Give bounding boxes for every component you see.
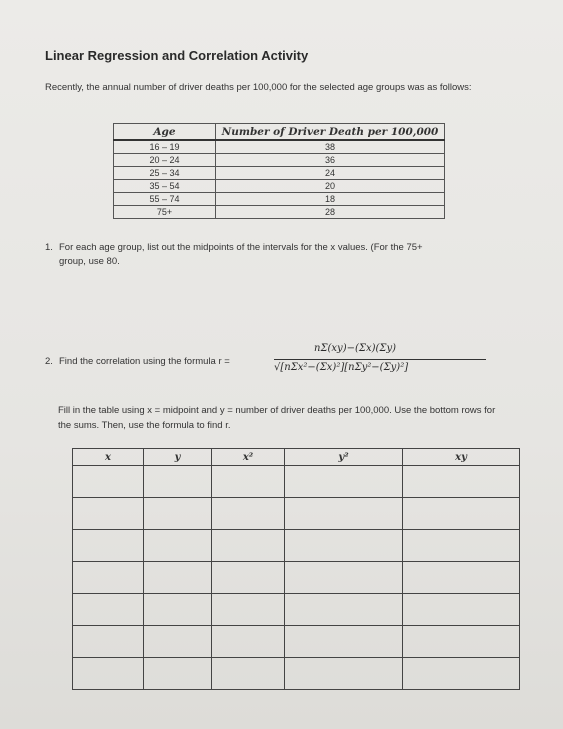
blank-answer-cell <box>73 626 144 658</box>
intro-text: Recently, the annual number of driver deaths per 100,000 for the selected age groups was as follows: <box>45 82 472 93</box>
blank-answer-cell <box>285 562 403 594</box>
blank-answer-cell <box>403 466 520 498</box>
question-2 <box>45 356 230 367</box>
table-row <box>114 140 445 154</box>
blank-answer-cell <box>403 658 520 690</box>
y-column-header: y <box>144 449 212 466</box>
blank-answer-cell <box>212 562 285 594</box>
table-row <box>114 206 445 219</box>
blank-answer-cell <box>73 498 144 530</box>
table-row <box>73 466 520 498</box>
table-header-row <box>73 449 520 466</box>
age-cell: 16 – 19 <box>114 140 216 154</box>
table-row <box>73 594 520 626</box>
table-row <box>73 530 520 562</box>
age-cell: 75+ <box>114 206 216 219</box>
deaths-cell: 24 <box>216 167 445 180</box>
question-1 <box>45 241 505 269</box>
instructions-text: Fill in the table using x = midpoint and y = number of driver deaths per 100,000. Use the bottom rows for the sums. Then, use the formula to find r. <box>58 405 496 431</box>
xy-column-header: xy <box>403 449 520 466</box>
table-row <box>114 167 445 180</box>
table-row <box>73 562 520 594</box>
blank-answer-cell <box>73 594 144 626</box>
fraction-bar <box>274 359 486 360</box>
deaths-column-header: Number of Driver Death per 100,000 <box>216 124 445 141</box>
blank-answer-cell <box>285 626 403 658</box>
blank-answer-cell <box>403 498 520 530</box>
page-title: Linear Regression and Correlation Activity <box>45 48 309 63</box>
age-cell: 35 – 54 <box>114 180 216 193</box>
blank-answer-cell <box>285 530 403 562</box>
blank-answer-cell <box>144 626 212 658</box>
age-column-header: Age <box>114 124 216 141</box>
blank-answer-cell <box>212 498 285 530</box>
formula-denominator: √[nΣx²−(Σx)²][nΣy²−(Σy)²] <box>274 362 409 373</box>
blank-answer-cell <box>285 594 403 626</box>
blank-answer-cell <box>144 530 212 562</box>
table-row <box>73 658 520 690</box>
age-cell: 20 – 24 <box>114 154 216 167</box>
blank-answer-cell <box>285 658 403 690</box>
age-cell: 25 – 34 <box>114 167 216 180</box>
blank-answer-cell <box>144 658 212 690</box>
x-squared-column-header: x² <box>212 449 285 466</box>
y-squared-column-header: y² <box>285 449 403 466</box>
blank-answer-cell <box>212 594 285 626</box>
calculation-table <box>72 448 520 690</box>
formula-numerator: nΣ(xy)−(Σx)(Σy) <box>314 343 397 354</box>
question-1-line-2: group, use 80. <box>59 256 120 267</box>
x-column-header: x <box>73 449 144 466</box>
deaths-cell: 38 <box>216 140 445 154</box>
question-number: 2. <box>45 356 53 367</box>
blank-answer-cell <box>144 562 212 594</box>
question-2-text: Find the correlation using the formula r = <box>59 356 230 367</box>
blank-answer-cell <box>403 530 520 562</box>
table-row <box>73 626 520 658</box>
blank-answer-cell <box>144 466 212 498</box>
table-header-row <box>114 124 445 141</box>
blank-answer-cell <box>212 466 285 498</box>
blank-answer-cell <box>73 562 144 594</box>
blank-answer-cell <box>212 658 285 690</box>
blank-answer-cell <box>403 626 520 658</box>
blank-answer-cell <box>73 466 144 498</box>
blank-answer-cell <box>285 466 403 498</box>
blank-answer-cell <box>73 530 144 562</box>
blank-answer-cell <box>403 594 520 626</box>
blank-answer-cell <box>285 498 403 530</box>
blank-answer-cell <box>403 562 520 594</box>
table-row <box>114 154 445 167</box>
deaths-cell: 28 <box>216 206 445 219</box>
deaths-cell: 18 <box>216 193 445 206</box>
table-row <box>114 193 445 206</box>
blank-answer-cell <box>144 498 212 530</box>
deaths-cell: 36 <box>216 154 445 167</box>
blank-answer-cell <box>212 626 285 658</box>
deaths-cell: 20 <box>216 180 445 193</box>
question-1-line-1: For each age group, list out the midpoints of the intervals for the x values. (For the 75+ <box>59 242 423 253</box>
question-number: 1. <box>45 242 53 253</box>
blank-answer-cell <box>212 530 285 562</box>
blank-answer-cell <box>144 594 212 626</box>
age-cell: 55 – 74 <box>114 193 216 206</box>
table-row <box>73 498 520 530</box>
table-row <box>114 180 445 193</box>
blank-answer-cell <box>73 658 144 690</box>
driver-deaths-table <box>113 123 445 219</box>
